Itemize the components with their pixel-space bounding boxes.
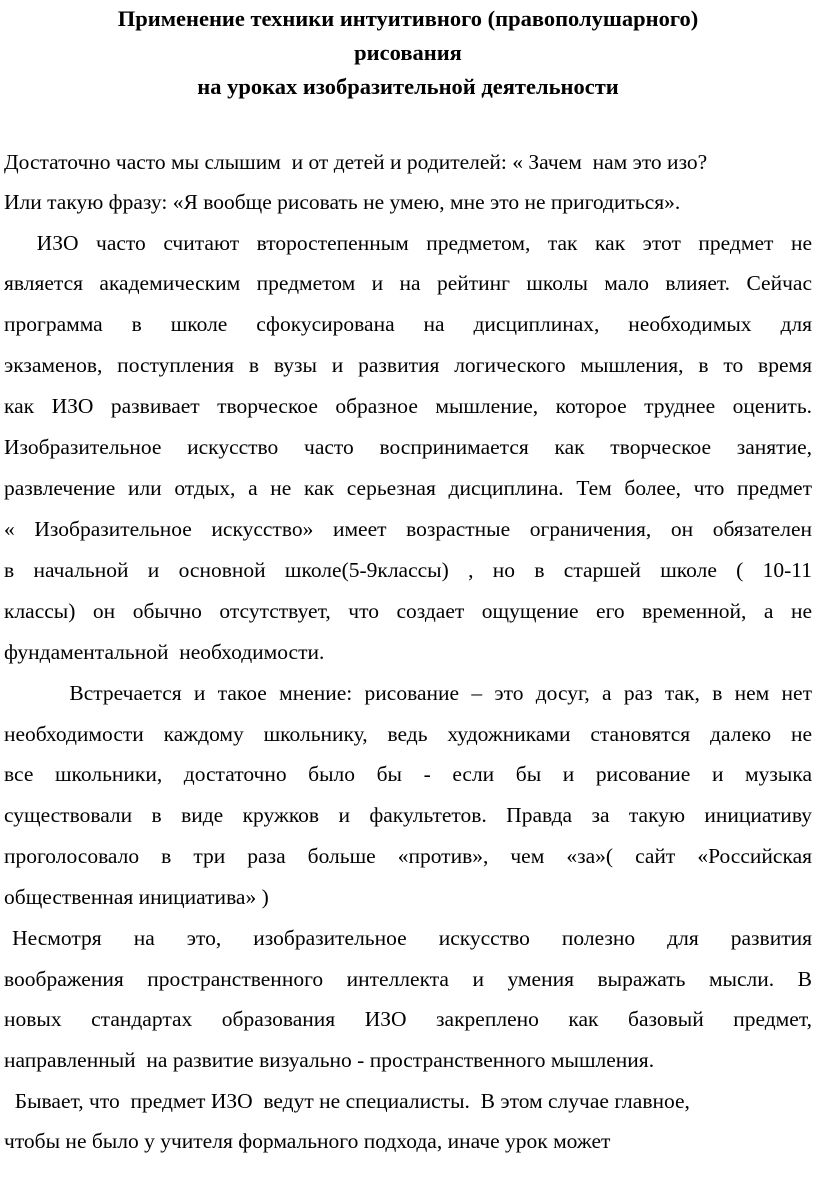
text-line: существовали в виде кружков и факультетов. Правда за такую инициативу	[4, 803, 812, 827]
text-line: « Изобразительное искусство» имеет возрастные ограничения, он обязателен	[4, 517, 812, 541]
text-line: Или такую фразу: «Я вообще рисовать не умею, мне это не пригодиться».	[4, 190, 681, 214]
title-line: Применение техники интуитивного (правополушарного)	[117, 6, 699, 31]
text-line: необходимости каждому школьнику, ведь художниками становятся далеко не	[4, 722, 812, 746]
title-line: на уроках изобразительной деятельности	[197, 74, 619, 99]
text-line: Встречается и такое мнение: рисование – это досуг, а раз так, в нем нет	[69, 681, 812, 705]
text-line: является академическим предметом и на рейтинг школы мало влияет. Сейчас	[4, 271, 812, 295]
text-line: Бывает, что предмет ИЗО ведут не специалисты. В этом случае главное,	[4, 1089, 690, 1113]
text-line: проголосовало в три раза больше «против», чем «за»( сайт «Российская	[4, 844, 812, 868]
text-line: общественная инициатива» )	[4, 885, 269, 909]
text-line: фундаментальной необходимости.	[4, 640, 325, 664]
text-line: Изобразительное искусство часто воспринимается как творческое занятие,	[4, 435, 812, 459]
text-line: Достаточно часто мы слышим и от детей и родителей: « Зачем нам это изо?	[4, 150, 708, 174]
text-line: Несмотря на это, изобразительное искусство полезно для развития	[12, 926, 812, 950]
text-line: программа в школе сфокусирована на дисциплинах, необходимых для	[4, 312, 812, 336]
text-line: развлечение или отдых, а не как серьезная дисциплина. Тем более, что предмет	[4, 476, 812, 500]
document-title	[0, 2, 816, 104]
text-line: как ИЗО развивает творческое образное мышление, которое труднее оценить.	[4, 394, 812, 418]
text-line: ИЗО часто считают второстепенным предметом, так как этот предмет не	[36, 231, 812, 255]
text-line: новых стандартах образования ИЗО закреплено как базовый предмет,	[4, 1007, 812, 1031]
text-line: чтобы не было у учителя формального подхода, иначе урок может	[4, 1129, 611, 1153]
title-line: рисования	[354, 40, 462, 65]
text-line: все школьники, достаточно было бы - если бы и рисование и музыка	[4, 762, 812, 786]
text-line: в начальной и основной школе(5-9классы) , но в старшей школе ( 10-11	[4, 558, 812, 582]
text-line: классы) он обычно отсутствует, что создает ощущение его временной, а не	[4, 599, 812, 623]
text-line: направленный на развитие визуально - пространственного мышления.	[4, 1048, 655, 1072]
text-line: экзаменов, поступления в вузы и развития логического мышления, в то время	[4, 353, 812, 377]
text-line: воображения пространственного интеллекта и умения выражать мысли. В	[4, 967, 812, 991]
